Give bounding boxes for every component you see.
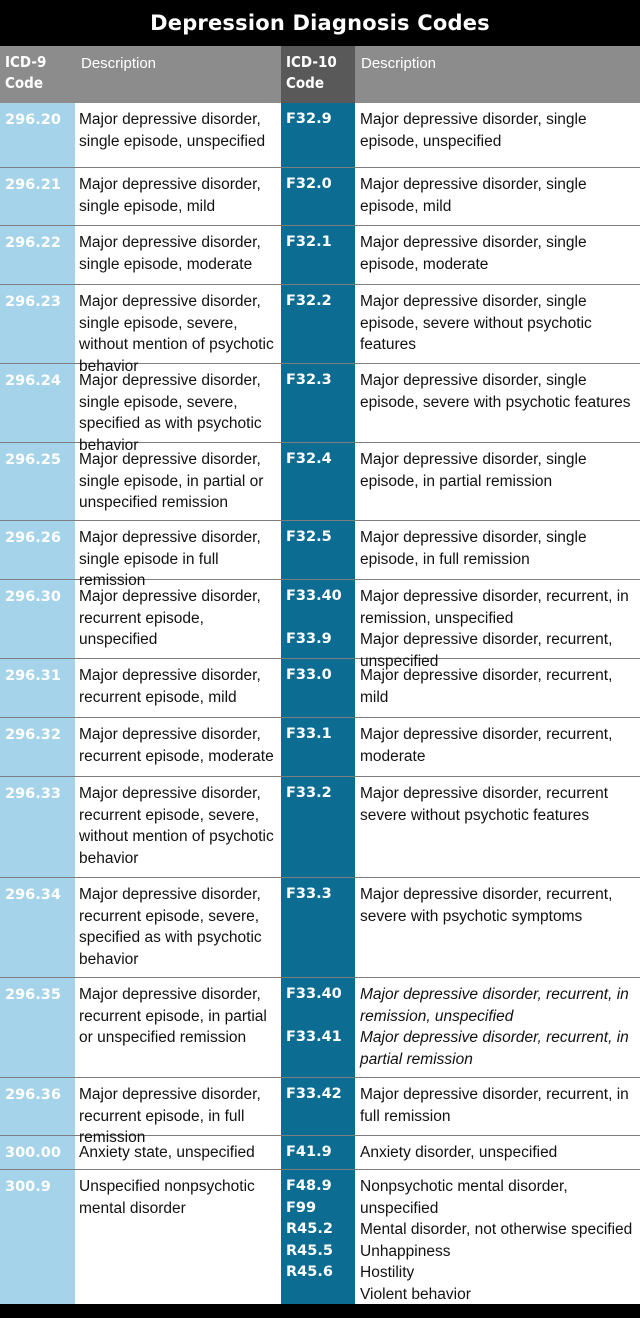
- table-row: [0, 580, 640, 670]
- icd9-description: Anxiety state, unspecified: [79, 1144, 255, 1161]
- table-row: [0, 364, 640, 454]
- table-row: [0, 777, 640, 878]
- icd10-code: F32.4: [286, 451, 332, 467]
- table-title: Depression Diagnosis Codes: [0, 0, 640, 46]
- icd10-code: F32.1: [286, 234, 332, 250]
- table-row: [0, 285, 640, 375]
- table-row: [0, 1136, 640, 1170]
- icd10-code: F33.40: [286, 986, 342, 1002]
- icd10-description-cell: [355, 580, 640, 670]
- icd10-description: Major depressive disorder, recurrent, severe with psychotic symptoms: [360, 886, 613, 925]
- icd10-code-cell: [281, 1078, 355, 1106]
- icd10-code-cell: [281, 226, 355, 254]
- icd9-code: 296.35: [5, 987, 61, 1003]
- icd9-code: 296.25: [5, 452, 61, 468]
- icd9-description: Major depressive disorder, single episode, severe, without mention of psychotic behavior: [79, 293, 274, 375]
- icd9-description: Major depressive disorder, single episode, mild: [79, 176, 261, 215]
- icd10-code: F33.9: [286, 631, 332, 647]
- icd10-code: F33.2: [286, 785, 332, 801]
- icd9-code: 300.9: [5, 1179, 51, 1195]
- icd10-description: Major depressive disorder, single episode, in full remission: [360, 529, 587, 568]
- icd10-code-cell: [281, 1136, 355, 1164]
- icd9-code: 296.24: [5, 373, 61, 389]
- icd9-description: Unspecified nonpsychotic mental disorder: [79, 1178, 255, 1217]
- table-row: [0, 521, 640, 589]
- icd9-code: 296.32: [5, 727, 61, 743]
- icd9-code: 296.20: [5, 112, 61, 128]
- icd10-code: F32.0: [286, 176, 332, 192]
- icd10-description: Mental disorder, not otherwise specified: [360, 1221, 633, 1238]
- icd10-description-cell: [355, 226, 640, 275]
- icd10-description: Major depressive disorder, recurrent, in full remission: [360, 1086, 629, 1125]
- icd10-code-cell: [281, 978, 355, 1045]
- icd10-code: F33.42: [286, 1086, 342, 1102]
- icd9-description: Major depressive disorder, recurrent episode, severe, without mention of psychotic behavior: [79, 785, 274, 867]
- table-row: [0, 103, 640, 168]
- icd10-code: F32.9: [286, 111, 332, 127]
- icd10-code: F99: [286, 1199, 317, 1216]
- icd9-code: 296.33: [5, 786, 61, 802]
- icd10-description: Major depressive disorder, single episode, severe with psychotic features: [360, 372, 631, 411]
- icd10-description: Major depressive disorder, recurrent, moderate: [360, 726, 613, 765]
- icd9-description: Major depressive disorder, single episode, moderate: [79, 234, 261, 273]
- icd9-code: 296.26: [5, 530, 61, 546]
- icd10-code: F33.41: [286, 1029, 342, 1045]
- table-row: [0, 168, 640, 226]
- icd10-code: F41.9: [286, 1144, 332, 1160]
- icd10-description: Major depressive disorder, recurrent, in remission, unspecified: [360, 588, 629, 627]
- icd10-description: Major depressive disorder, recurrent severe without psychotic features: [360, 785, 609, 824]
- icd10-code: R45.6: [286, 1264, 333, 1280]
- icd10-code-cell: [281, 659, 355, 687]
- icd10-description: Nonpsychotic mental disorder, unspecified: [360, 1178, 568, 1217]
- icd10-code-cell: [281, 285, 355, 313]
- icd9-description: Major depressive disorder, single episode, unspecified: [79, 111, 266, 150]
- icd10-code-cell: [281, 443, 355, 471]
- icd10-description: Major depressive disorder, recurrent, mild: [360, 667, 613, 706]
- header-icd9-label: ICD-9 Code: [5, 53, 47, 92]
- icd9-description: Major depressive disorder, recurrent episode, in full remission: [79, 1086, 261, 1146]
- icd10-code: F33.0: [286, 667, 332, 683]
- table-row: [0, 443, 640, 521]
- icd10-description: Major depressive disorder, single episode, unspecified: [360, 111, 587, 150]
- icd10-description: Hostility: [360, 1264, 415, 1281]
- table-row: [0, 718, 640, 777]
- icd10-code: F33.1: [286, 726, 332, 742]
- icd9-code: 296.30: [5, 589, 61, 605]
- icd10-description: Major depressive disorder, single episode, mild: [360, 176, 587, 215]
- icd10-code-cell: [281, 878, 355, 906]
- icd10-code: R45.5: [286, 1242, 333, 1259]
- table-header-row: [0, 46, 640, 103]
- icd10-code-cell: [281, 364, 355, 392]
- table-row: [0, 226, 640, 285]
- icd9-description: Major depressive disorder, single episode, severe, specified as with psychotic behavior: [79, 372, 262, 454]
- icd9-code: 296.21: [5, 177, 61, 193]
- icd10-description: Anxiety disorder, unspecified: [360, 1144, 558, 1161]
- icd10-code-cell: [281, 580, 355, 647]
- icd10-description-cell: [355, 443, 640, 492]
- icd9-code: 296.31: [5, 668, 61, 684]
- icd10-description-cell: [355, 878, 640, 927]
- icd10-code-cell: [281, 521, 355, 549]
- icd10-description: Major depressive disorder, single episode, in partial remission: [360, 451, 587, 490]
- icd10-code-cell: [281, 103, 355, 131]
- icd10-description-cell: [355, 103, 640, 152]
- icd9-description: Major depressive disorder, recurrent episode, mild: [79, 667, 261, 706]
- icd10-description: Major depressive disorder, recurrent, in partial remission: [360, 1029, 629, 1068]
- icd9-description: Major depressive disorder, single episode in full remission: [79, 529, 261, 589]
- icd10-description-cell: [355, 1136, 640, 1164]
- icd9-code: 300.00: [5, 1145, 61, 1161]
- icd9-description: Major depressive disorder, recurrent episode, severe, specified as with psychotic behavior: [79, 886, 262, 968]
- icd10-description: Unhappiness: [360, 1242, 451, 1260]
- icd10-code-cell: [281, 777, 355, 805]
- table-row: [0, 878, 640, 978]
- icd10-description: Major depressive disorder, recurrent, unspecified: [360, 631, 613, 670]
- footer-bar: [0, 1304, 640, 1318]
- icd10-description-cell: [355, 1078, 640, 1127]
- header-icd10-description: Description: [361, 55, 437, 72]
- table-row: [0, 978, 640, 1078]
- header-icd9-description: Description: [81, 55, 157, 72]
- icd10-description-cell: [355, 1170, 640, 1305]
- icd10-description-cell: [355, 364, 640, 413]
- header-icd10-label: ICD-10 Code: [286, 53, 337, 92]
- icd10-description-cell: [355, 168, 640, 217]
- table-row: [0, 1078, 640, 1146]
- icd10-code: R45.2: [286, 1221, 333, 1237]
- icd10-description: Major depressive disorder, single episode, moderate: [360, 234, 587, 273]
- icd10-code-cell: [281, 718, 355, 746]
- icd9-description: Major depressive disorder, recurrent episode, unspecified: [79, 588, 261, 648]
- icd10-code: F33.40: [286, 588, 342, 604]
- icd9-description: Major depressive disorder, recurrent episode, moderate: [79, 726, 274, 765]
- icd9-description: Major depressive disorder, recurrent episode, in partial or unspecified remission: [79, 986, 267, 1046]
- icd10-description-cell: [355, 285, 640, 356]
- icd10-code: F48.9: [286, 1178, 332, 1194]
- icd10-description-cell: [355, 521, 640, 570]
- icd10-code-cell: [281, 168, 355, 196]
- table-row: [0, 1170, 640, 1303]
- table-row: [0, 659, 640, 718]
- icd10-description: Violent behavior: [360, 1285, 471, 1303]
- header-icd10-code: [281, 46, 355, 103]
- icd9-code: 296.36: [5, 1087, 61, 1103]
- header-icd9-code: [0, 46, 75, 103]
- icd10-code-cell: [281, 1170, 355, 1284]
- icd10-code: F32.2: [286, 293, 332, 309]
- icd9-description: Major depressive disorder, single episode, in partial or unspecified remission: [79, 451, 264, 511]
- icd10-description: Major depressive disorder, single episode, severe without psychotic features: [360, 293, 592, 353]
- icd10-description-cell: [355, 777, 640, 826]
- icd10-code: F33.3: [286, 886, 332, 902]
- icd10-description-cell: [355, 718, 640, 767]
- icd10-description-cell: [355, 659, 640, 708]
- icd10-code: F32.5: [286, 529, 332, 545]
- icd9-code: 296.22: [5, 235, 61, 251]
- icd9-code: 296.34: [5, 887, 61, 903]
- icd10-description: Major depressive disorder, recurrent, in remission, unspecified: [360, 986, 629, 1025]
- icd10-description-cell: [355, 978, 640, 1068]
- icd9-code: 296.23: [5, 294, 61, 310]
- icd10-code: F32.3: [286, 372, 332, 388]
